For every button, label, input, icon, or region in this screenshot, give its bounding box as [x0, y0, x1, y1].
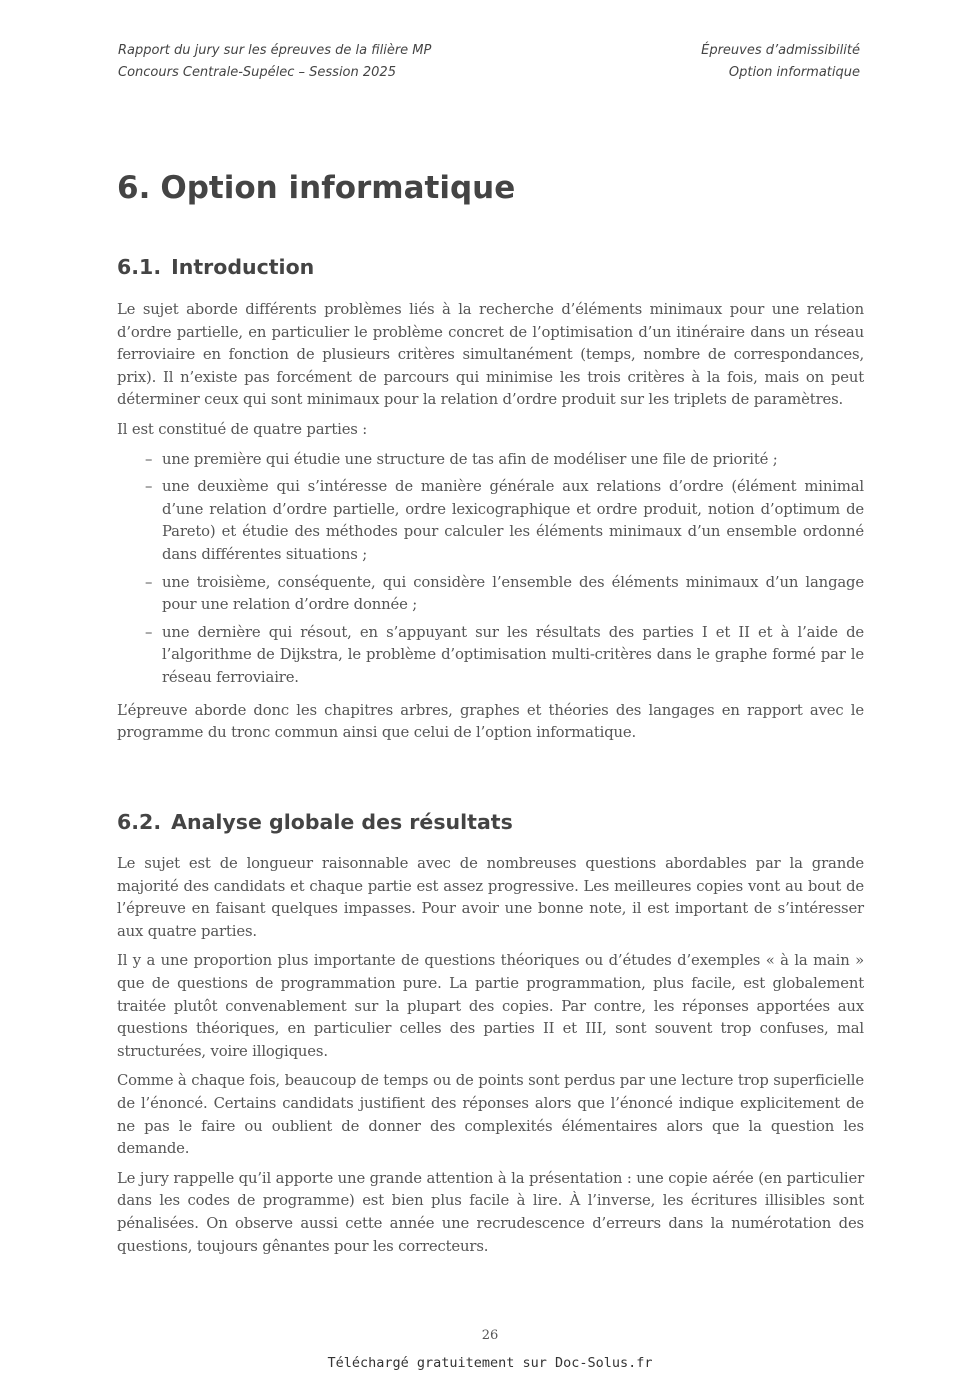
- parts-list: [117, 449, 864, 690]
- header-exam-type: Épreuves d’admissibilité: [701, 43, 860, 58]
- section-analyse-body: [117, 853, 864, 1265]
- list-marker: –: [145, 478, 153, 496]
- chapter-number: 6.: [117, 170, 151, 206]
- download-footer: Téléchargé gratuitement sur Doc-Solus.fr: [327, 1355, 653, 1371]
- section-title: Introduction: [171, 255, 315, 279]
- paragraph: L’épreuve aborde donc les chapitres arbres, graphes et théories des langages en rapport avec le programme du tronc commun ainsi que celui de l’option informatique.: [117, 701, 864, 742]
- running-header-left: [118, 40, 431, 84]
- section-heading-analyse: [117, 810, 513, 834]
- paragraph: Le sujet est de longueur raisonnable avec de nombreuses questions abordables par la grande majorité des candidats et chaque partie est assez progressive. Les meilleures copies vont au bout de l’épreuve en faisant quelques impasses. Pour avoir une bonne note, il est important de s’intéresser aux quatre parties.: [117, 855, 864, 940]
- section-number: 6.1.: [117, 255, 162, 279]
- section-heading-introduction: [117, 255, 314, 279]
- list-item: – une troisième, conséquente, qui considère l’ensemble des éléments minimaux d’un langage pour une relation d’ordre donnée ;: [145, 573, 864, 614]
- paragraph: Il y a une proportion plus importante de questions théoriques ou d’études d’exemples « à la main » que de questions de programmation pure. La partie programmation, plus facile, est globalement traitée plutôt convenablement sur la plupart des copies. Par contre, les réponses apportées aux questions théoriques, en particulier celles des parties II et III, sont souvent trop confuses, mal structurées, voire illogiques.: [117, 952, 864, 1060]
- list-item: – une dernière qui résout, en s’appuyant sur les résultats des parties I et II et à l’aide de l’algorithme de Dijkstra, le problème d’optimisation multi-critères dans le graphe formé par le réseau ferroviaire.: [145, 623, 864, 686]
- running-header-right: [701, 40, 860, 84]
- list-item: – une première qui étudie une structure de tas afin de modéliser une file de priorité ;: [117, 449, 864, 472]
- header-option: Option informatique: [728, 65, 860, 80]
- list-marker: –: [145, 450, 153, 468]
- chapter-title-text: Option informatique: [160, 170, 516, 206]
- section-title: Analyse globale des résultats: [171, 810, 513, 834]
- header-report-title: Rapport du jury sur les épreuves de la filière MP: [118, 43, 432, 58]
- header-session: Concours Centrale-Supélec – Session 2025: [118, 65, 396, 80]
- list-marker: –: [145, 623, 153, 641]
- list-marker: –: [145, 573, 153, 591]
- paragraph: Il est constitué de quatre parties :: [117, 420, 368, 438]
- section-introduction-body: [117, 299, 864, 752]
- section-number: 6.2.: [117, 810, 162, 834]
- page-number: 26: [481, 1328, 499, 1343]
- paragraph: Comme à chaque fois, beaucoup de temps ou de points sont perdus par une lecture trop superficielle de l’énoncé. Certains candidats justifient des réponses alors que l’énoncé indique explicitement de ne pas le faire ou oublient de donner des complexités élémentaires alors que la question les demande.: [117, 1072, 864, 1158]
- paragraph: Le sujet aborde différents problèmes liés à la recherche d’éléments minimaux pour une relation d’ordre partielle, en particulier le problème concret de l’optimisation d’un itinéraire dans un réseau ferroviaire en fonction de plusieurs critères simultanément (temps, nombre de correspondances, prix). Il n’existe pas forcément de parcours qui minimise les trois critères à la fois, mais on peut déterminer ceux qui sont minimaux pour la relation d’ordre produit sur les triplets de paramètres.: [117, 301, 864, 409]
- list-item: – une deuxième qui s’intéresse de manière générale aux relations d’ordre (élément minimal d’une relation d’ordre partielle, ordre lexicographique et ordre produit, notion d’optimum de Pareto) et étudie des méthodes pour calculer les éléments minimaux d’un ensemble ordonné dans différentes situations ;: [145, 478, 864, 563]
- chapter-title: [117, 170, 515, 206]
- paragraph: Le jury rappelle qu’il apporte une grande attention à la présentation : une copie aérée (en particulier dans les codes de programme) est bien plus facile à lire. À l’inverse, les écritures illisibles sont pénalisées. On observe aussi cette année une recrudescence d’erreurs dans la numérotation des questions, toujours gênantes pour les correcteurs.: [117, 1169, 864, 1255]
